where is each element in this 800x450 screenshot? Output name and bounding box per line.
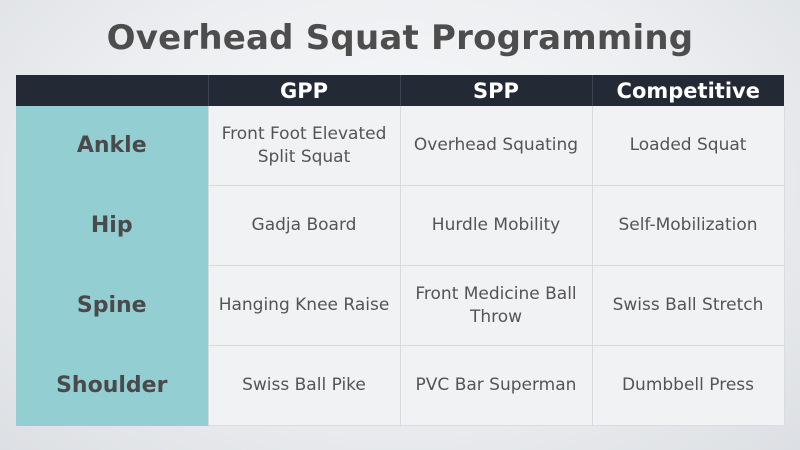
cell-hip-competitive: Self-Mobilization (592, 186, 784, 266)
table-header-row (16, 75, 784, 106)
cell-ankle-gpp: Front Foot Elevated Split Squat (208, 106, 400, 186)
header-spp: SPP (400, 75, 592, 106)
table-row-spine (16, 266, 784, 346)
table-row-ankle (16, 106, 784, 186)
row-label-shoulder: Shoulder (16, 346, 208, 426)
cell-spine-gpp: Hanging Knee Raise (208, 266, 400, 346)
row-label-ankle: Ankle (16, 106, 208, 186)
cell-hip-spp: Hurdle Mobility (400, 186, 592, 266)
table-row-shoulder (16, 346, 784, 426)
cell-hip-gpp: Gadja Board (208, 186, 400, 266)
slide-title: Overhead Squat Programming (106, 18, 694, 58)
cell-shoulder-gpp: Swiss Ball Pike (208, 346, 400, 426)
header-competitive: Competitive (592, 75, 784, 106)
header-gpp: GPP (208, 75, 400, 106)
row-label-hip: Hip (16, 186, 208, 266)
table-row-hip (16, 186, 784, 266)
cell-ankle-spp: Overhead Squating (400, 106, 592, 186)
cell-spine-competitive: Swiss Ball Stretch (592, 266, 784, 346)
cell-shoulder-competitive: Dumbbell Press (592, 346, 784, 426)
programming-table (16, 75, 785, 426)
row-label-spine: Spine (16, 266, 208, 346)
cell-shoulder-spp: PVC Bar Superman (400, 346, 592, 426)
cell-spine-spp: Front Medicine Ball Throw (400, 266, 592, 346)
header-corner-cell (16, 75, 208, 106)
cell-ankle-competitive: Loaded Squat (592, 106, 784, 186)
